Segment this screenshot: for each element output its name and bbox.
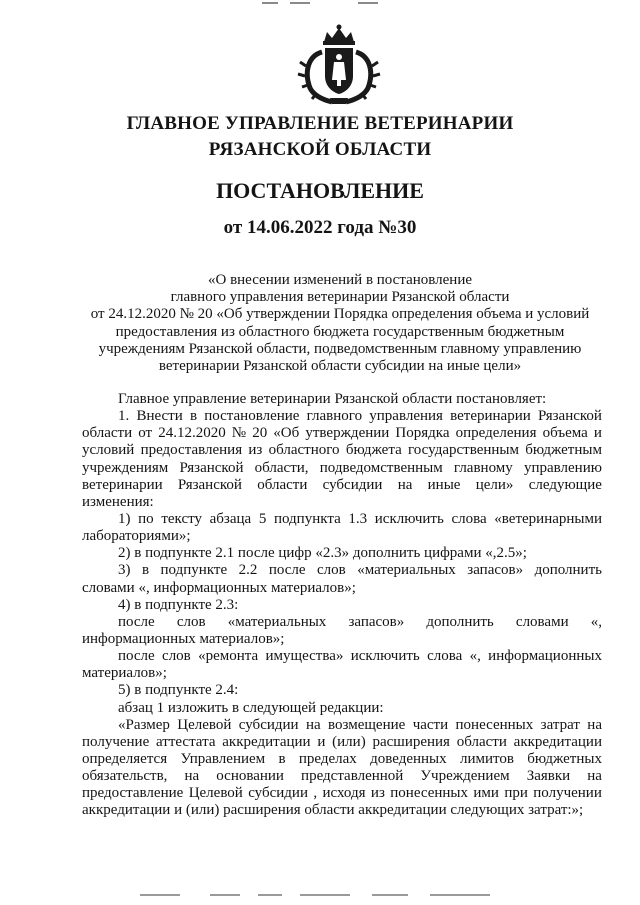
body-word: из [370,785,385,802]
body-word: обязательств, [82,768,168,785]
body-line: аккредитации и (или) расширения области аккредитации следующих затрат:»; [82,802,584,819]
body-word: понесенных [390,785,468,802]
body-line: словами «, информационных материалов»; [82,579,356,596]
body-word: получении [533,785,602,802]
body-word: 5 [258,510,267,527]
body-word: исходя [322,785,366,802]
subject-line: предоставления из областного бюджета государственным бюджетным [115,323,565,340]
body-line [82,785,602,802]
body-word: «, [590,613,602,630]
body-word: основании [216,768,284,785]
body-word: Рязанской [177,476,242,493]
body-word: Управлением [180,750,266,767]
body-word: управления [369,408,443,425]
body-word: 1. [118,408,130,425]
body-word: в [141,562,150,579]
body-line: информационных материалов»; [82,630,285,647]
body-word: субсидии [238,716,299,733]
body-word: 20 [252,425,268,442]
body-word: следующие [528,476,602,493]
body-word: «Размер [118,716,170,733]
body-word: получение [82,733,150,750]
body-word: области [456,733,507,750]
body-word: «, [469,648,481,665]
body-word: определения [455,425,537,442]
coat-of-arms-emblem [294,22,384,106]
body-word: слова [427,648,463,665]
body-line: лабораториями»; [82,528,191,545]
body-word: государственным [408,442,519,459]
body-word: исключить [374,510,444,527]
body-word: главного [306,408,363,425]
body-word: 2.2 [238,562,258,579]
subject-line: учреждениям Рязанской области, подведомственным главному управлению [98,340,582,357]
body-word: области, [254,459,309,476]
body-word: , [313,785,318,802]
body-line: 2) в подпункте 2.1 после цифр «2.3» дополнить цифрами «,2.5»; [118,545,527,562]
body-word: подпункте [160,562,228,579]
body-word: запасов» [348,613,405,630]
body-word: № [231,425,247,442]
body-word: управлению [523,459,602,476]
subject-line: «О внесении изменений в постановление [207,272,473,288]
body-word: на [587,716,602,733]
body-line [82,648,602,665]
body-line [82,442,602,459]
body-word: после [118,648,155,665]
body-word: слов [162,648,191,665]
body-word: и [593,425,602,442]
body-word: информационных [488,648,602,665]
body-word: слов [316,562,346,579]
body-word: области [82,425,133,442]
body-word: аккредитации [513,733,602,750]
body-word: аккредитации [222,733,311,750]
document-subject [60,272,620,375]
organization-title-line1: ГЛАВНОЕ УПРАВЛЕНИЕ ВЕТЕРИНАРИИ [126,113,514,134]
body-word: в [278,750,286,767]
body-word: возмещение [328,716,406,733]
body-word: учреждениям [82,459,169,476]
body-line [82,562,602,579]
document-type: ПОСТАНОВЛЕНИЕ [216,178,424,203]
body-word: цели» [475,476,514,493]
body-word: дополнить [534,562,602,579]
document-date-number: от 14.06.2022 года №30 [223,217,417,238]
body-word: слова [451,510,487,527]
body-word: доведенных [370,750,447,767]
body-word: Учреждением [420,768,510,785]
body-word: после [118,613,155,630]
body-word: лимитов [459,750,514,767]
scan-mark [358,2,378,4]
body-word: из [248,442,263,459]
body-word: на [397,476,413,493]
body-word: абзаца [209,510,252,527]
body-word: «Об [273,425,300,442]
body-word: главному [453,459,513,476]
body-line: материалов»; [82,665,167,682]
body-word: дополнить [426,613,494,630]
subject-line: главного управления ветеринарии Рязанской области [170,289,510,306]
body-word: тексту [161,510,202,527]
body-word: 24.12.2020 [158,425,226,442]
body-word: Целевой [177,716,232,733]
body-word: и [317,733,326,750]
body-word: «материальных [227,613,327,630]
body-word: постановление [204,408,300,425]
body-word: утверждении [305,425,390,442]
body-word: определяется [82,750,168,767]
body-word: ветеринарии [82,476,163,493]
body-word: бюджета [345,442,402,459]
organization-title-line2: РЯЗАНСКОЙ ОБЛАСТИ [208,139,432,160]
body-line [82,425,602,442]
body-word: условий [82,442,135,459]
body-word: Внести [136,408,183,425]
body-word: подпункта [273,510,341,527]
subject-line: ветеринарии Рязанской области субсидии на иные цели» [158,358,522,375]
body-word: Рязанской [179,459,244,476]
body-word: слов [176,613,206,630]
body-word: Рязанской [537,408,602,425]
body-word: бюджетным [525,442,602,459]
body-word: Заявки [526,768,571,785]
body-line [82,477,602,494]
body-word: имущества» [265,648,344,665]
body-word: ветеринарии [450,408,531,425]
body-word: понесенных [455,716,534,733]
body-word: от [138,425,153,442]
body-word: субсидии [248,785,308,802]
body-word: в [189,408,198,425]
body-word: (или) [332,733,366,750]
body-word: запасов» [467,562,524,579]
body-word: областного [268,442,340,459]
body-word: Порядка [395,425,450,442]
body-word: области [257,476,308,493]
body-word: субсидии [322,476,383,493]
body-word: аттестата [156,733,216,750]
body-word: подведомственным [319,459,443,476]
body-word: бюджетных [527,750,602,767]
body-word: на [305,716,321,733]
body-line [82,734,602,751]
body-line [82,768,602,785]
subject-line: от 24.12.2020 № 20 «Об утверждении Порядка определения объема и условий [90,306,590,323]
body-word: представленной [301,768,404,785]
body-line [82,717,602,734]
body-line [82,408,602,425]
body-word: 1.3 [348,510,368,527]
body-line [82,751,602,768]
body-word: «ремонта [198,648,259,665]
body-word: 1) [118,510,131,527]
body-line [82,511,602,528]
body-word: словами [515,613,569,630]
scan-mark [290,2,310,4]
body-word: на [184,768,200,785]
body-word: предоставление [82,785,184,802]
body-line [82,460,602,477]
body-word: объема [542,425,588,442]
body-word: по [138,510,154,527]
body-word: «ветеринарными [494,510,602,527]
body-word: «материальных [357,562,456,579]
body-line: 4) в подпункте 2.3: [118,596,239,613]
body-word: исключить [350,648,420,665]
body-line: Главное управление ветеринарии Рязанской области постановляет: [118,391,547,407]
body-word: Целевой [188,785,243,802]
body-word: ими [473,785,499,802]
body-word: части [412,716,449,733]
body-line: изменения: [82,493,154,510]
scan-bottom-edge [0,893,640,897]
body-line: абзац 1 изложить в следующей редакции: [118,699,384,716]
body-word: на [587,768,602,785]
document-body [82,391,602,820]
body-word: после [268,562,306,579]
body-word: пределах [298,750,357,767]
body-word: затрат [540,716,580,733]
body-line [82,614,602,631]
body-line: 5) в подпункте 2.4: [118,682,239,699]
body-word: 3) [118,562,131,579]
body-word: расширения [372,733,450,750]
body-word: иные [427,476,461,493]
body-word: при [504,785,528,802]
body-word: предоставления [140,442,243,459]
scan-mark [262,2,278,4]
